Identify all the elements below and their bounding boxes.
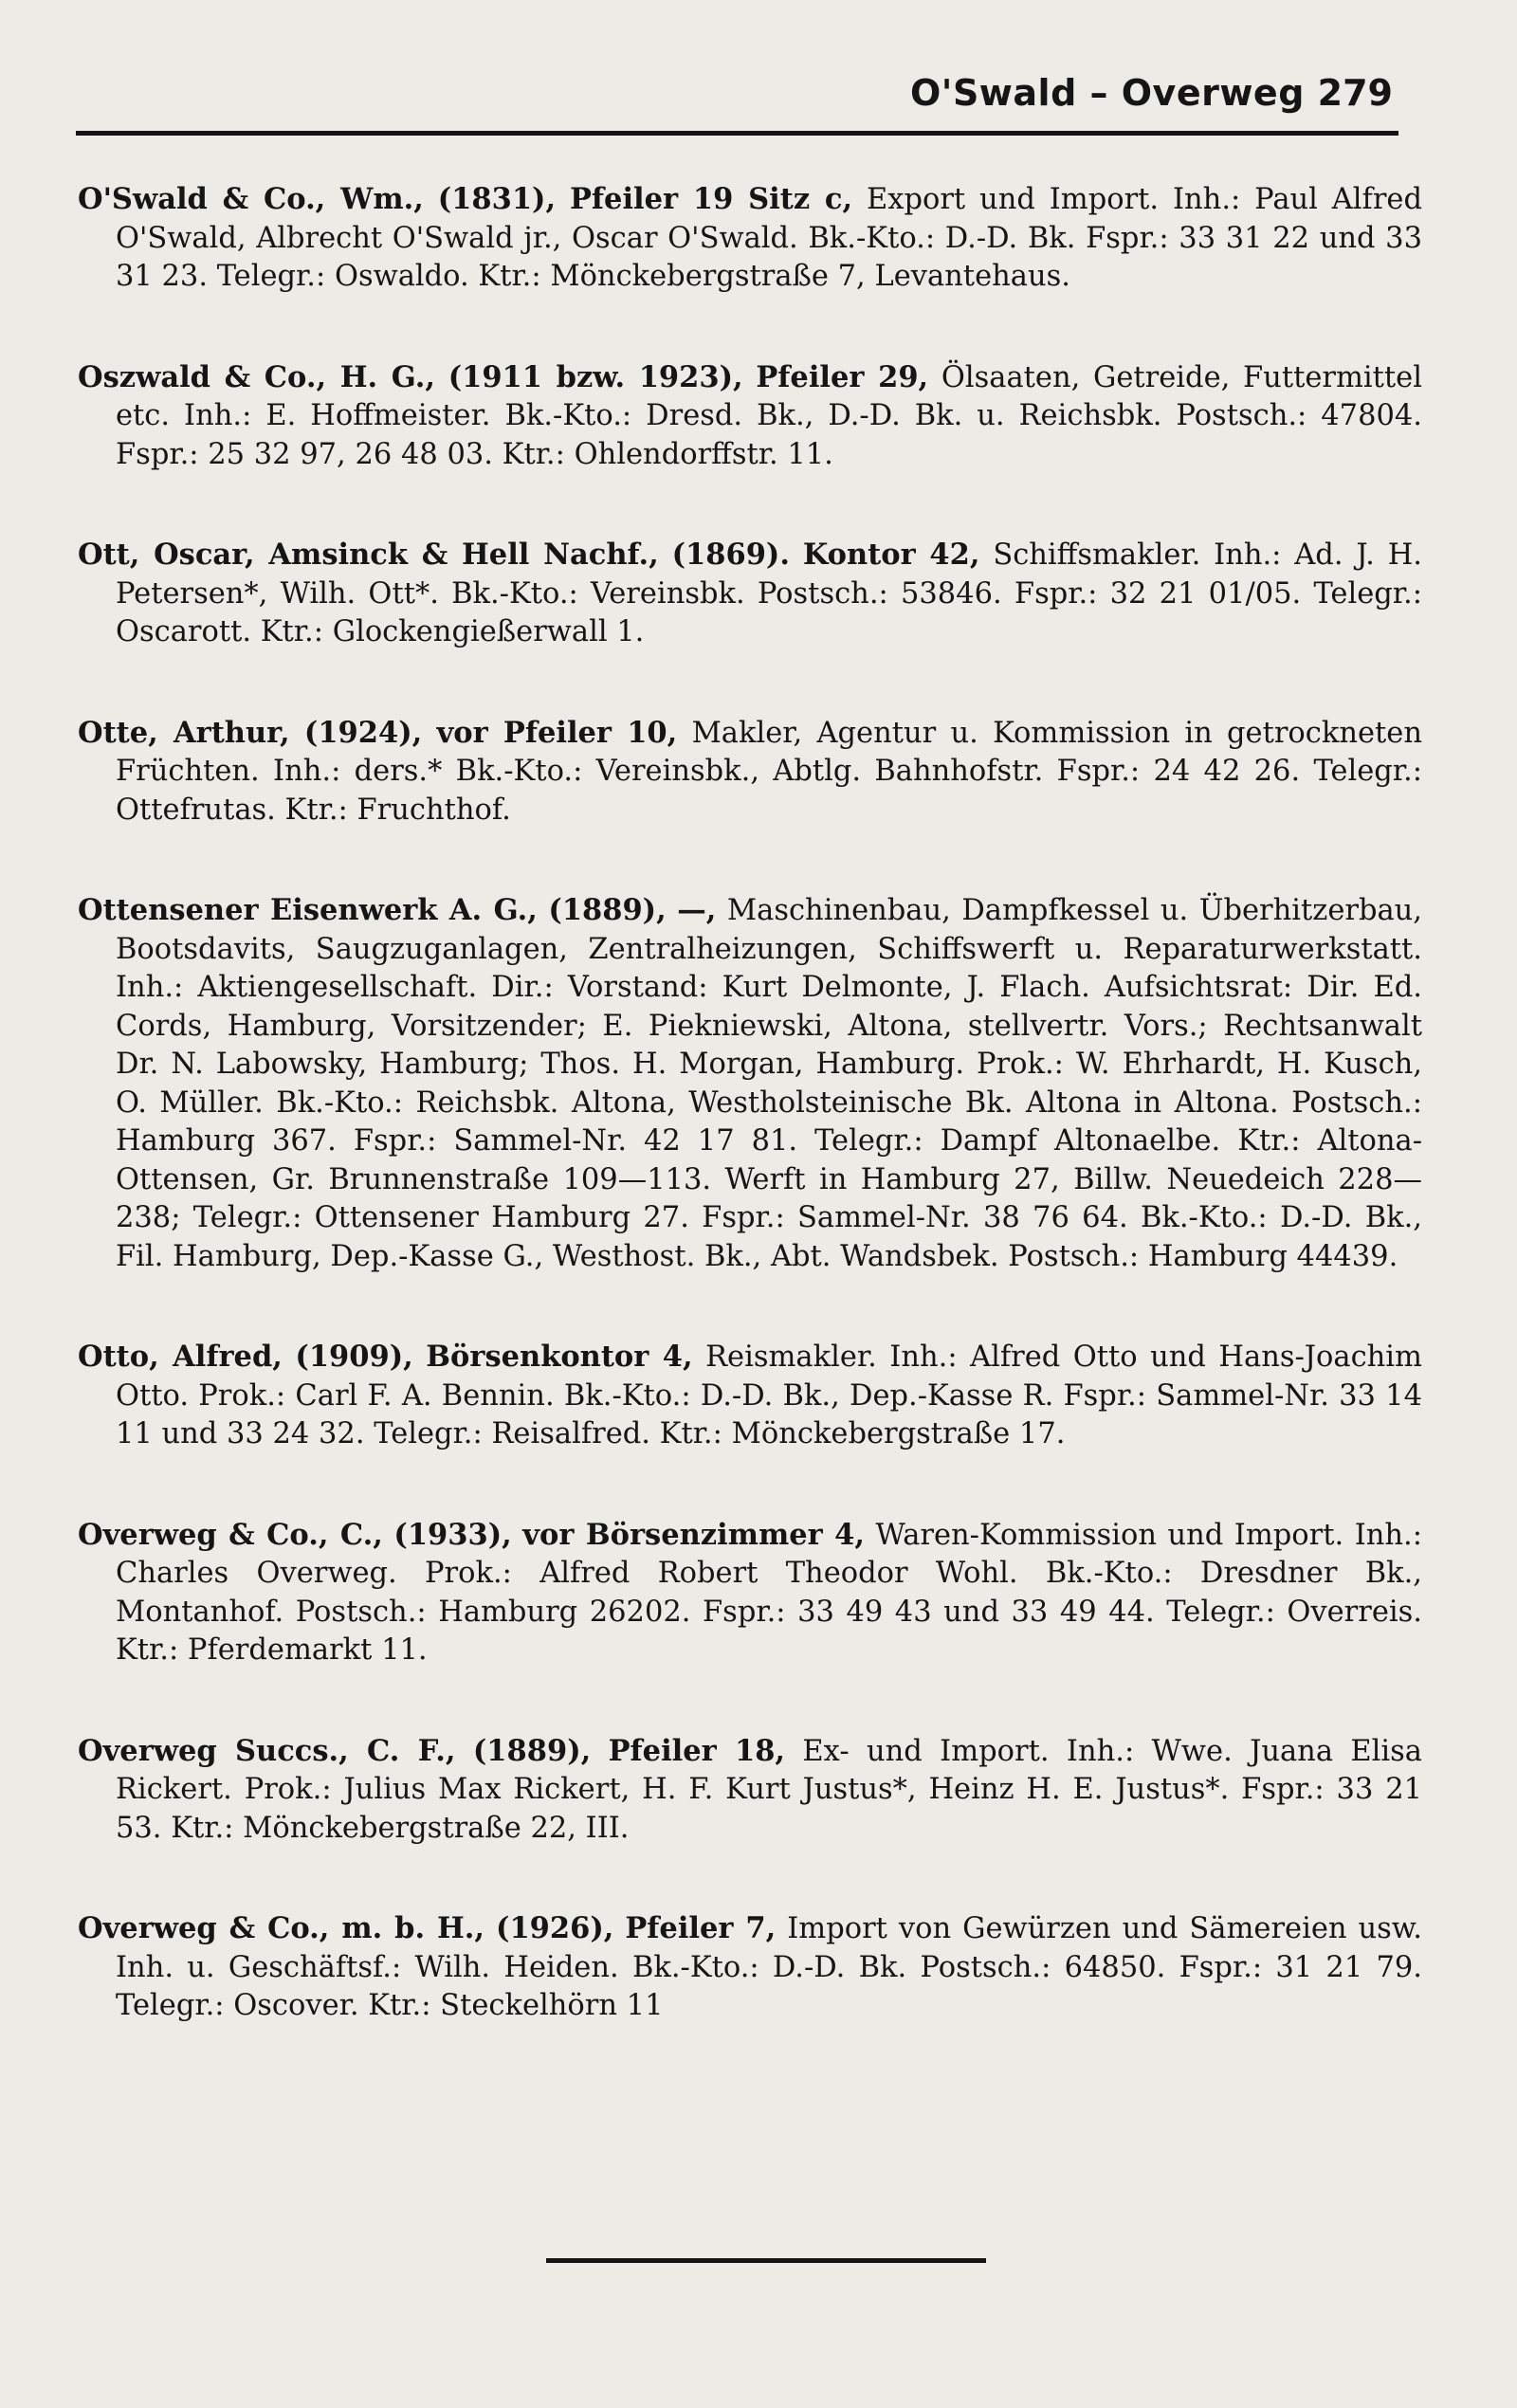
- founding-year: (1831),: [437, 182, 557, 216]
- entry-details: Maschinenbau, Dampfkessel u. Überhitzerbau, Bootsdavits, Saugzuganlagen, Zentralheizungen, Schiffswerft u. Reparaturwerkstatt. Inh.: Aktiengesellschaft. Dir.: Vorstand: Kurt Delmonte, J. Flach. Aufsichtsrat: Dir. Ed. Cords, Hamburg, Vorsitzender; E. Piekniewski, Altona, stellvertr. Vors.; Rechtsanwalt Dr. N. Labowsky, Hamburg; Thos. H. Morgan, Hamburg. Prok.: W. Ehrhardt, H. Kusch, O. Müller. Bk.-Kto.: Reichsbk. Altona, Westholsteinische Bk. Altona in Altona. Postsch.: Hamburg 367. Fspr.: Sammel-Nr. 42 17 81. Telegr.: Dampf Altonaelbe. Ktr.: Altona-Ottensen, Gr. Brunnenstraße 109—113. Werft in Hamburg 27, Billw. Neuedeich 228—238; Telegr.: Ottensener Hamburg 27. Fspr.: Sammel-Nr. 38 76 64. Bk.-Kto.: D.-D. Bk., Fil. Hamburg, Dep.-Kasse G., Westhost. Bk., Abt. Wandsbek. Postsch.: Hamburg 44439.: [116, 894, 1423, 1273]
- directory-entry: [78, 536, 1422, 652]
- page-header: [76, 66, 1398, 142]
- entry-details: Waren-Kommission und Import. Inh.: Charles Overweg. Prok.: Alfred Robert Theodor Wohl. Bk.-Kto.: Dresdner Bk., Montanhof. Postsch.: Hamburg 26202. Fspr.: 33 49 43 und 33 49 44. Telegr.: Overreis. Ktr.: Pferdemarkt 11.: [116, 1518, 1422, 1667]
- exchange-location: Pfeiler 18,: [608, 1733, 786, 1768]
- exchange-location: Pfeiler 29,: [756, 359, 929, 394]
- directory-entry: [78, 714, 1422, 830]
- firm-name: Otte, Arthur,: [78, 715, 290, 750]
- page-number: 279: [1317, 72, 1393, 114]
- founding-year: (1889),: [472, 1733, 592, 1768]
- exchange-location: Pfeiler 19 Sitz c,: [569, 182, 853, 216]
- firm-name: Ottensener Eisenwerk A. G.,: [78, 893, 538, 927]
- entry-list: [78, 180, 1422, 2088]
- running-head: O'Swald – Overweg: [910, 72, 1305, 114]
- firm-name: O'Swald & Co., Wm.,: [78, 182, 424, 216]
- footer-rule: [546, 2258, 986, 2263]
- exchange-location: Börsenkontor 4,: [426, 1340, 693, 1374]
- exchange-location: —,: [677, 893, 717, 927]
- exchange-location: vor Börsenzimmer 4,: [522, 1517, 865, 1552]
- directory-entry: [78, 891, 1422, 1276]
- firm-name: Oszwald & Co., H. G.,: [78, 359, 435, 394]
- entry-details: Schiffsmakler. Inh.: Ad. J. H. Petersen*, Wilh. Ott*. Bk.-Kto.: Vereinsbk. Postsch.: 53846. Fspr.: 32 21 01/05. Telegr.: Oscarott. Ktr.: Glockengießerwall 1.: [116, 538, 1422, 648]
- exchange-location: Kontor 42,: [802, 538, 980, 572]
- founding-year: (1909),: [295, 1340, 413, 1374]
- firm-name: Overweg & Co., C.,: [78, 1517, 383, 1552]
- directory-entry: [78, 1516, 1422, 1670]
- founding-year: (1911 bzw. 1923),: [448, 359, 743, 394]
- entry-details: Makler, Agentur u. Kommission in getrockneten Früchten. Inh.: ders.* Bk.-Kto.: Vereinsbk., Abtlg. Bahnhofstr. Fspr.: 24 42 26. Telegr.: Ottefrutas. Ktr.: Fruchthof.: [116, 716, 1423, 827]
- founding-year: (1924),: [303, 715, 423, 750]
- directory-entry: [78, 180, 1422, 297]
- exchange-location: Pfeiler 7,: [625, 1911, 777, 1945]
- founding-year: (1926),: [496, 1911, 614, 1945]
- founding-year: (1869).: [671, 538, 790, 572]
- header-rule: [76, 131, 1398, 136]
- firm-name: Otto, Alfred,: [78, 1340, 283, 1374]
- entry-details: Export und Import. Inh.: Paul Alfred O'Swald, Albrecht O'Swald jr., Oscar O'Swald. Bk.-Kto.: D.-D. Bk. Fspr.: 33 31 22 und 33 31 23. Telegr.: Oswaldo. Ktr.: Mönckebergstraße 7, Levantehaus.: [116, 183, 1422, 293]
- firm-name: Overweg Succs., C. F.,: [78, 1733, 456, 1768]
- directory-entry: [78, 358, 1422, 475]
- entry-details: Import von Gewürzen und Sämereien usw. Inh. u. Geschäftsf.: Wilh. Heiden. Bk.-Kto.: D.-D. Bk. Postsch.: 64850. Fspr.: 31 21 79. Telegr.: Oscover. Ktr.: Steckelhörn 11: [116, 1912, 1422, 2022]
- entry-details: Ölsaaten, Getreide, Futtermittel etc. Inh.: E. Hoffmeister. Bk.-Kto.: Dresd. Bk., D.-D. Bk. u. Reichsbk. Postsch.: 47804. Fspr.: 25 32 97, 26 48 03. Ktr.: Ohlendorffstr. 11.: [116, 360, 1422, 471]
- firm-name: Ott, Oscar, Amsinck & Hell Nachf.,: [78, 538, 659, 572]
- founding-year: (1933),: [393, 1517, 512, 1552]
- firm-name: Overweg & Co., m. b. H.,: [78, 1911, 485, 1945]
- exchange-location: vor Pfeiler 10,: [436, 715, 678, 750]
- directory-entry: [78, 1338, 1422, 1454]
- founding-year: (1889),: [548, 893, 667, 927]
- directory-entry: [78, 1909, 1422, 2026]
- directory-entry: [78, 1732, 1422, 1849]
- entry-details: Ex- und Import. Inh.: Wwe. Juana Elisa Rickert. Prok.: Julius Max Rickert, H. F. Kurt Justus*, Heinz H. E. Justus*. Fspr.: 33 21 53. Ktr.: Mönckebergstraße 22, III.: [116, 1734, 1422, 1845]
- entry-details: Reismakler. Inh.: Alfred Otto und Hans-Joachim Otto. Prok.: Carl F. A. Bennin. Bk.-Kto.: D.-D. Bk., Dep.-Kasse R. Fspr.: Sammel-Nr. 33 14 11 und 33 24 32. Telegr.: Reisalfred. Ktr.: Mönckebergstraße 17.: [116, 1341, 1422, 1450]
